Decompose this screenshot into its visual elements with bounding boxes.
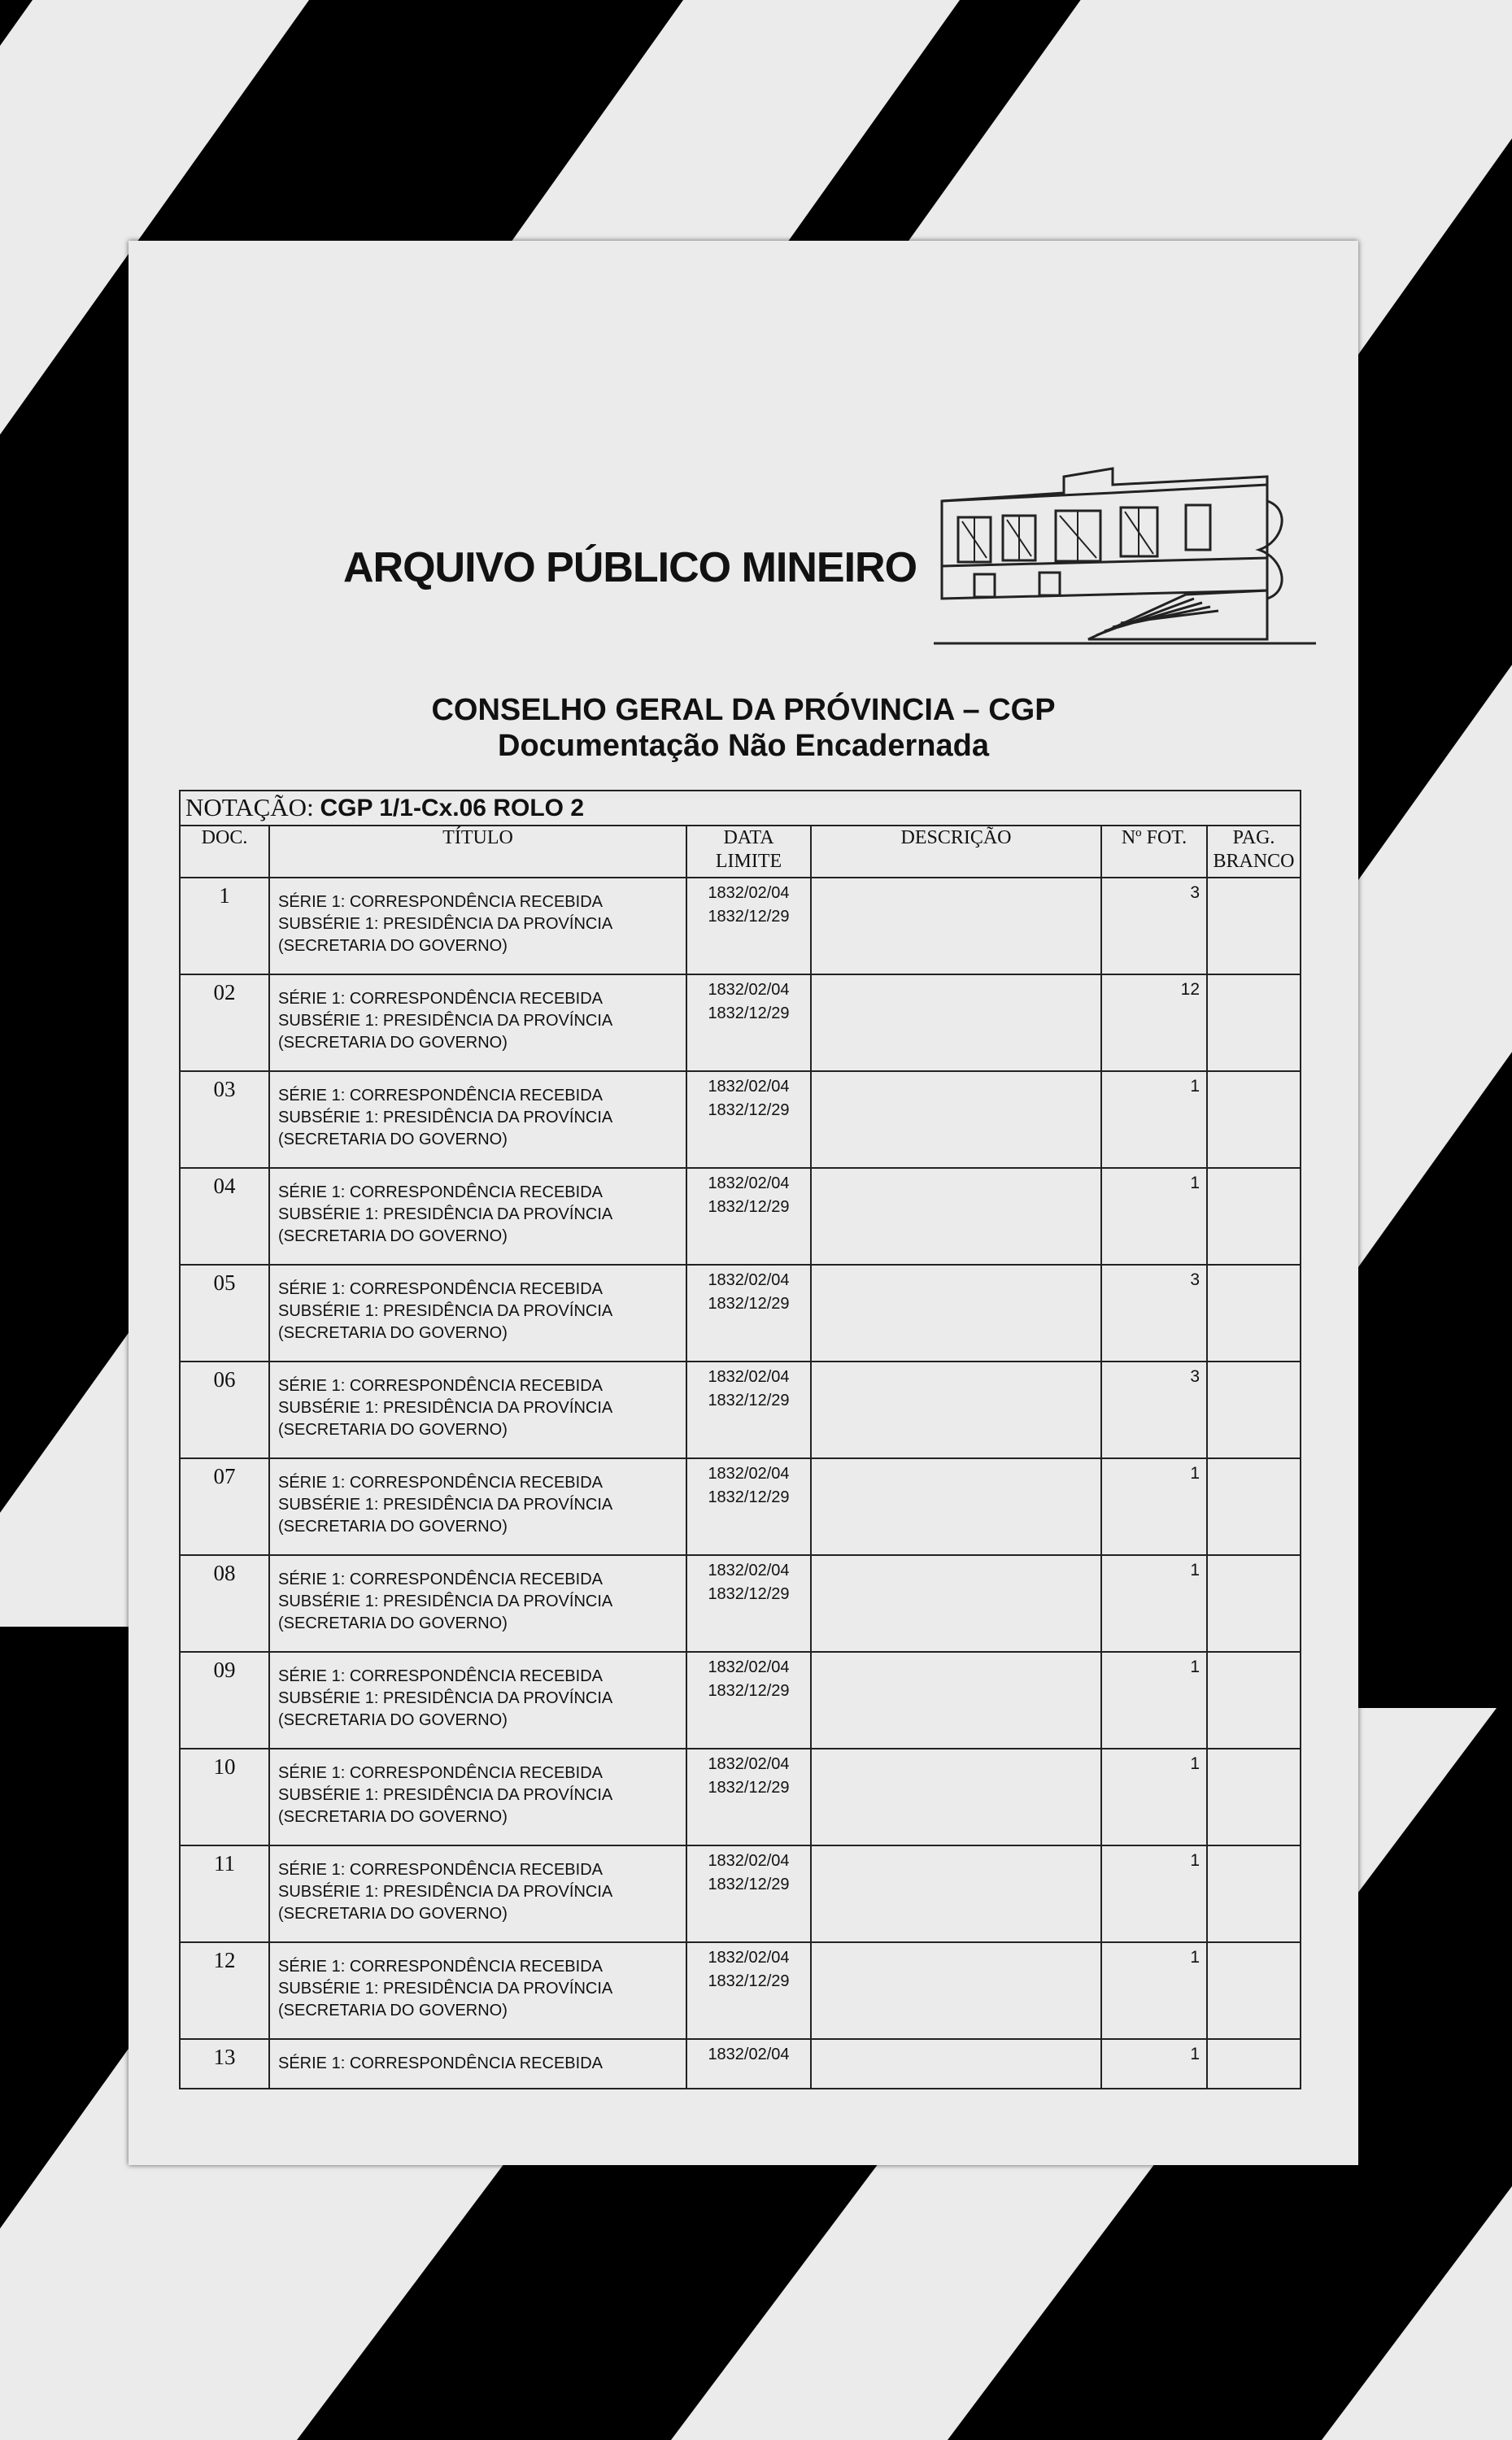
title-subserie: SUBSÉRIE 1: PRESIDÊNCIA DA PROVÍNCIA [278,1980,613,1998]
description-cell [811,1652,1101,1749]
building-illustration-icon [926,452,1332,664]
blank-pages-cell [1207,878,1301,974]
blank-pages-cell [1207,2039,1301,2089]
blank-pages-cell [1207,1555,1301,1652]
title-serie: SÉRIE 1: CORRESPONDÊNCIA RECEBIDA [278,1571,603,1588]
table-row [180,974,1301,1071]
date-start: 1832/02/04 [708,1949,790,1967]
title-secretaria: (SECRETARIA DO GOVERNO) [278,937,508,955]
title-subserie: SUBSÉRIE 1: PRESIDÊNCIA DA PROVÍNCIA [278,1883,613,1901]
title-cell [269,878,686,974]
date-end: 1832/12/29 [708,1585,790,1603]
doc-number: 02 [180,974,269,1071]
date-start: 1832/02/04 [708,1174,790,1192]
table-row [180,1265,1301,1362]
photo-count: 1 [1101,1749,1207,1845]
date-start: 1832/02/04 [708,981,790,999]
description-cell [811,1071,1101,1168]
col-titulo: TÍTULO [269,826,686,878]
title-cell [269,1458,686,1555]
date-end: 1832/12/29 [708,1779,790,1797]
date-cell [686,2039,811,2089]
description-cell [811,1749,1101,1845]
photo-count: 1 [1101,2039,1207,2089]
date-start: 1832/02/04 [708,1465,790,1483]
title-cell [269,1362,686,1458]
title-cell [269,1749,686,1845]
doc-number: 04 [180,1168,269,1265]
title-cell [269,1845,686,1942]
date-end: 1832/12/29 [708,1488,790,1506]
doc-number: 10 [180,1749,269,1845]
table-row [180,2039,1301,2089]
title-serie: SÉRIE 1: CORRESPONDÊNCIA RECEBIDA [278,1861,603,1879]
title-serie: SÉRIE 1: CORRESPONDÊNCIA RECEBIDA [278,1474,603,1492]
blank-pages-cell [1207,974,1301,1071]
photo-count: 1 [1101,1845,1207,1942]
inventory-table [179,790,1301,2089]
date-start: 1832/02/04 [708,2046,790,2063]
description-cell [811,1168,1101,1265]
description-cell [811,1845,1101,1942]
date-cell [686,1749,811,1845]
title-cell [269,974,686,1071]
title-secretaria: (SECRETARIA DO GOVERNO) [278,1227,508,1245]
blank-pages-cell [1207,1362,1301,1458]
date-cell [686,1652,811,1749]
date-cell [686,974,811,1071]
blank-pages-cell [1207,1458,1301,1555]
notacao-row [180,791,1301,826]
title-subserie: SUBSÉRIE 1: PRESIDÊNCIA DA PROVÍNCIA [278,1689,613,1707]
date-start: 1832/02/04 [708,1271,790,1289]
table-row [180,1555,1301,1652]
date-start: 1832/02/04 [708,1562,790,1579]
title-cell [269,1071,686,1168]
notacao-value: CGP 1/1-Cx.06 ROLO 2 [320,795,585,821]
title-serie: SÉRIE 1: CORRESPONDÊNCIA RECEBIDA [278,1280,603,1298]
doc-number: 11 [180,1845,269,1942]
title-cell [269,1942,686,2039]
title-subserie: SUBSÉRIE 1: PRESIDÊNCIA DA PROVÍNCIA [278,1786,613,1804]
fund-title: CONSELHO GERAL DA PRÓVINCIA – CGP [431,693,1056,727]
photo-count: 1 [1101,1168,1207,1265]
col-pag-line2: BRANCO [1213,851,1295,872]
date-cell [686,1942,811,2039]
date-end: 1832/12/29 [708,908,790,926]
col-pag-line1: PAG. [1232,827,1275,848]
date-start: 1832/02/04 [708,884,790,902]
title-secretaria: (SECRETARIA DO GOVERNO) [278,1905,508,1923]
date-start: 1832/02/04 [708,1755,790,1773]
description-cell [811,1265,1101,1362]
title-subserie: SUBSÉRIE 1: PRESIDÊNCIA DA PROVÍNCIA [278,1109,613,1126]
title-serie: SÉRIE 1: CORRESPONDÊNCIA RECEBIDA [278,1764,603,1782]
title-serie: SÉRIE 1: CORRESPONDÊNCIA RECEBIDA [278,2054,603,2072]
date-end: 1832/12/29 [708,1101,790,1119]
doc-number: 07 [180,1458,269,1555]
col-doc: DOC. [180,826,269,878]
title-serie: SÉRIE 1: CORRESPONDÊNCIA RECEBIDA [278,1377,603,1395]
date-cell [686,1168,811,1265]
title-cell [269,1168,686,1265]
col-descricao: DESCRIÇÃO [811,826,1101,878]
title-secretaria: (SECRETARIA DO GOVERNO) [278,2002,508,2020]
title-serie: SÉRIE 1: CORRESPONDÊNCIA RECEBIDA [278,1183,603,1201]
col-fot: Nº FOT. [1101,826,1207,878]
photo-count: 1 [1101,1071,1207,1168]
doc-number: 1 [180,878,269,974]
date-start: 1832/02/04 [708,1852,790,1870]
title-secretaria: (SECRETARIA DO GOVERNO) [278,1131,508,1148]
title-serie: SÉRIE 1: CORRESPONDÊNCIA RECEBIDA [278,893,603,911]
doc-number: 13 [180,2039,269,2089]
institution-title: ARQUIVO PÚBLICO MINEIRO [343,544,917,591]
date-end: 1832/12/29 [708,1198,790,1216]
date-end: 1832/12/29 [708,1972,790,1990]
description-cell [811,2039,1101,2089]
date-end: 1832/12/29 [708,1392,790,1410]
table-row [180,1168,1301,1265]
title-subserie: SUBSÉRIE 1: PRESIDÊNCIA DA PROVÍNCIA [278,915,613,933]
title-secretaria: (SECRETARIA DO GOVERNO) [278,1034,508,1052]
title-cell [269,1555,686,1652]
photo-count: 1 [1101,1942,1207,2039]
table-row [180,1845,1301,1942]
photo-count: 3 [1101,1265,1207,1362]
date-start: 1832/02/04 [708,1658,790,1676]
table-row [180,1749,1301,1845]
blank-pages-cell [1207,1168,1301,1265]
photo-count: 3 [1101,878,1207,974]
date-end: 1832/12/29 [708,1682,790,1700]
title-subserie: SUBSÉRIE 1: PRESIDÊNCIA DA PROVÍNCIA [278,1399,613,1417]
blank-pages-cell [1207,1845,1301,1942]
description-cell [811,974,1101,1071]
description-cell [811,878,1101,974]
title-cell [269,2039,686,2089]
title-secretaria: (SECRETARIA DO GOVERNO) [278,1324,508,1342]
blank-pages-cell [1207,1652,1301,1749]
doc-number: 03 [180,1071,269,1168]
date-cell [686,1555,811,1652]
date-cell [686,1362,811,1458]
title-secretaria: (SECRETARIA DO GOVERNO) [278,1518,508,1536]
title-subserie: SUBSÉRIE 1: PRESIDÊNCIA DA PROVÍNCIA [278,1205,613,1223]
col-data-line2: LIMITE [715,851,782,872]
title-secretaria: (SECRETARIA DO GOVERNO) [278,1421,508,1439]
table-row [180,1458,1301,1555]
document-sheet [129,241,1358,2165]
notacao-label: NOTAÇÃO: [185,793,314,821]
doc-number: 08 [180,1555,269,1652]
title-serie: SÉRIE 1: CORRESPONDÊNCIA RECEBIDA [278,1667,603,1685]
title-subserie: SUBSÉRIE 1: PRESIDÊNCIA DA PROVÍNCIA [278,1593,613,1610]
photo-count: 1 [1101,1458,1207,1555]
date-cell [686,1845,811,1942]
doc-number: 05 [180,1265,269,1362]
title-cell [269,1652,686,1749]
title-subserie: SUBSÉRIE 1: PRESIDÊNCIA DA PROVÍNCIA [278,1302,613,1320]
date-start: 1832/02/04 [708,1078,790,1096]
fund-subtitle: Documentação Não Encadernada [498,729,989,763]
table-header [180,826,1301,878]
date-cell [686,1458,811,1555]
title-secretaria: (SECRETARIA DO GOVERNO) [278,1614,508,1632]
blank-pages-cell [1207,1071,1301,1168]
table-row [180,1942,1301,2039]
table-row [180,1652,1301,1749]
blank-pages-cell [1207,1942,1301,2039]
table-row [180,1362,1301,1458]
title-subserie: SUBSÉRIE 1: PRESIDÊNCIA DA PROVÍNCIA [278,1012,613,1030]
date-cell [686,878,811,974]
table-row [180,1071,1301,1168]
title-serie: SÉRIE 1: CORRESPONDÊNCIA RECEBIDA [278,990,603,1008]
description-cell [811,1942,1101,2039]
title-serie: SÉRIE 1: CORRESPONDÊNCIA RECEBIDA [278,1958,603,1976]
description-cell [811,1555,1101,1652]
date-start: 1832/02/04 [708,1368,790,1386]
title-subserie: SUBSÉRIE 1: PRESIDÊNCIA DA PROVÍNCIA [278,1496,613,1514]
photo-count: 1 [1101,1652,1207,1749]
col-data-line1: DATA [723,827,774,848]
table-row [180,878,1301,974]
photo-count: 3 [1101,1362,1207,1458]
date-end: 1832/12/29 [708,1004,790,1022]
blank-pages-cell [1207,1749,1301,1845]
notacao-cell [180,791,1301,826]
col-pag [1207,826,1301,878]
description-cell [811,1458,1101,1555]
date-cell [686,1265,811,1362]
description-cell [811,1362,1101,1458]
doc-number: 09 [180,1652,269,1749]
title-secretaria: (SECRETARIA DO GOVERNO) [278,1711,508,1729]
doc-number: 06 [180,1362,269,1458]
title-cell [269,1265,686,1362]
blank-pages-cell [1207,1265,1301,1362]
doc-number: 12 [180,1942,269,2039]
photo-count: 1 [1101,1555,1207,1652]
col-data [686,826,811,878]
photo-count: 12 [1101,974,1207,1071]
date-end: 1832/12/29 [708,1295,790,1313]
title-secretaria: (SECRETARIA DO GOVERNO) [278,1808,508,1826]
date-cell [686,1071,811,1168]
title-serie: SÉRIE 1: CORRESPONDÊNCIA RECEBIDA [278,1087,603,1105]
date-end: 1832/12/29 [708,1876,790,1893]
